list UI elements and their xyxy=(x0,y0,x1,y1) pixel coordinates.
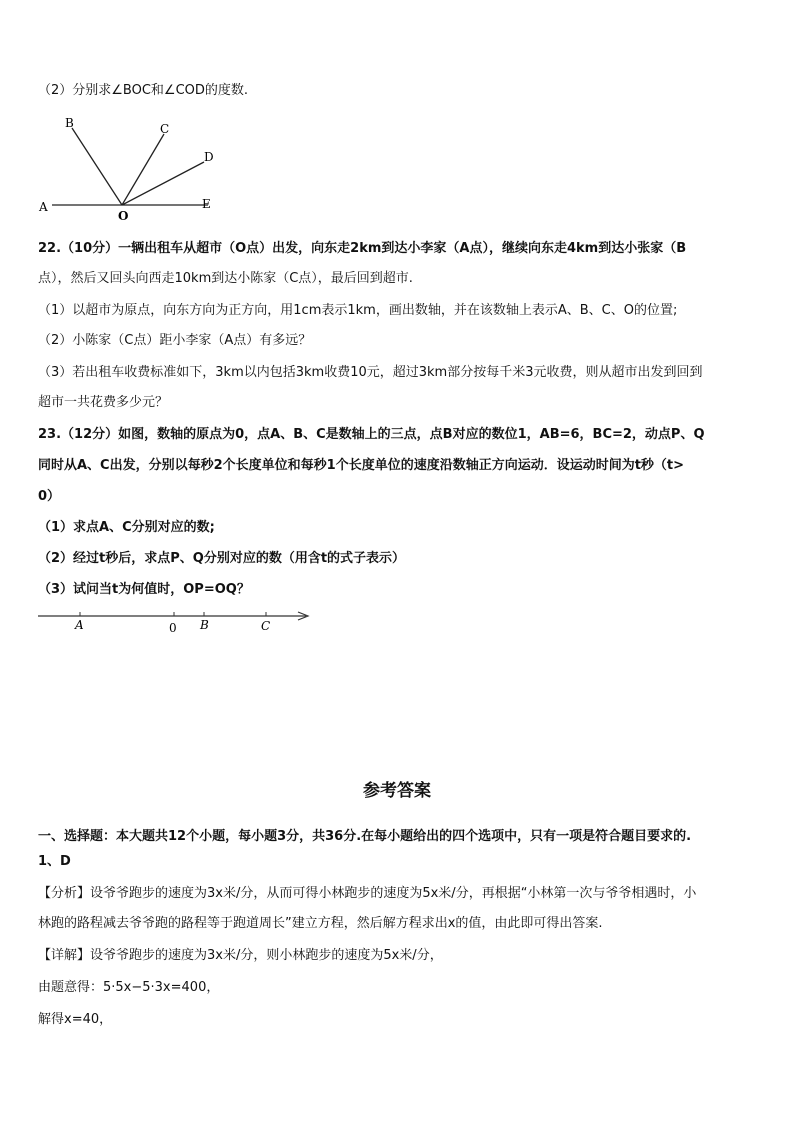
question-23-part-2: （2）经过t秒后，求点P、Q分别对应的数（用含t的式子表示） xyxy=(38,551,406,566)
label-zero: 0 xyxy=(169,621,177,635)
answer-title: 参考答案 xyxy=(363,781,431,801)
question-23-part-1: （1）求点A、C分别对应的数; xyxy=(38,520,215,535)
question-22-line-2: 点），然后又回头向西走10km到达小陈家（C点），最后回到超市. xyxy=(38,271,413,286)
equation-line: 由题意得：5·5x−5·3x=400， xyxy=(38,980,220,995)
analysis-line-1: 【分析】设爷爷跑步的速度为3x米/分，从而可得小林跑步的速度为5x米/分，再根据“小林第一次与爷爷相遇时，小 xyxy=(38,886,697,901)
question-22-part-3-cont: 超市一共花费多少元？ xyxy=(38,395,169,410)
label-A: A xyxy=(39,200,48,214)
label-D: D xyxy=(204,150,214,164)
number-line-figure xyxy=(36,604,316,640)
question-23-part-3: （3）试问当t为何值时，OP=OQ？ xyxy=(38,582,250,597)
section-header: 一、选择题：本大题共12个小题，每小题3分，共36分.在每小题给出的四个选项中，只有一项是符合题目要求的. xyxy=(38,829,692,844)
question-23-line-3: 0） xyxy=(38,489,61,504)
label-E: E xyxy=(202,197,211,211)
label-A: A xyxy=(75,618,84,632)
question-23-line-1: 23.（12分）如图，数轴的原点为0，点A、B、C是数轴上的三点，点B对应的数位1，AB=6，BC=2，动点P、Q xyxy=(38,427,705,442)
label-O: O xyxy=(118,209,129,223)
answer-1: 1、D xyxy=(38,854,71,869)
detail-line: 【详解】设爷爷跑步的速度为3x米/分，则小林跑步的速度为5x米/分， xyxy=(38,948,443,963)
label-B: B xyxy=(65,116,74,130)
analysis-line-2: 林跑的路程减去爷爷跑的路程等于跑道周长”建立方程，然后解方程求出x的值，由此即可得出答案. xyxy=(38,916,603,931)
solution-line: 解得x=40， xyxy=(38,1012,113,1027)
question-22-part-2: （2）小陈家（C点）距小李家（A点）有多远？ xyxy=(38,333,312,348)
label-C: C xyxy=(160,122,170,136)
label-C: C xyxy=(261,619,271,633)
question-22-part-1: （1）以超市为原点，向东方向为正方向，用1cm表示1km，画出数轴，并在该数轴上表示A、B、C、O的位置; xyxy=(38,303,678,318)
ray-OB xyxy=(72,128,122,205)
label-B: B xyxy=(200,618,209,632)
question-21-part-2: （2）分别求∠BOC和∠COD的度数. xyxy=(38,83,249,98)
question-23-line-2: 同时从A、C出发，分别以每秒2个长度单位和每秒1个长度单位的速度沿数轴正方向运动．设运动时间为t秒（t> xyxy=(38,458,685,473)
angle-figure xyxy=(30,112,230,224)
question-22-line-1: 22.（10分）一辆出租车从超市（O点）出发，向东走2km到达小李家（A点），继续向东走4km到达小张家（B xyxy=(38,241,687,256)
question-22-part-3: （3）若出租车收费标准如下，3km以内包括3km收费10元，超过3km部分按每千米3元收费，则从超市出发到回到 xyxy=(38,365,703,380)
